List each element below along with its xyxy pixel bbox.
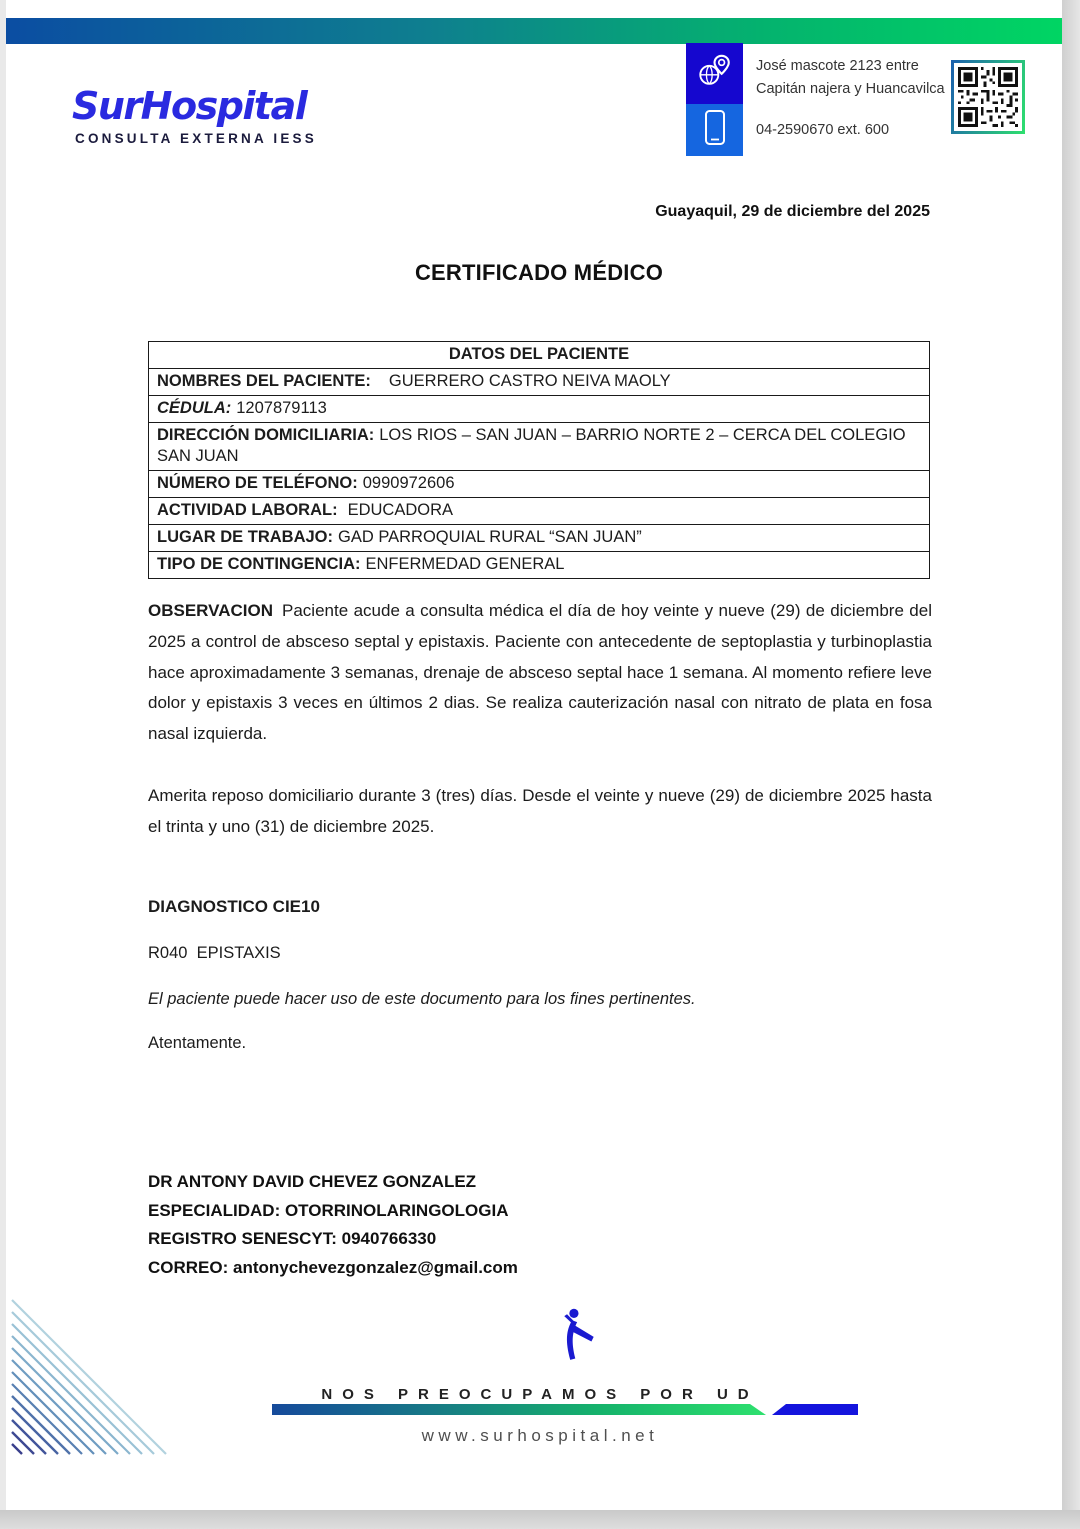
diagonal-lines-decoration — [8, 1296, 193, 1463]
header-gradient-bar — [6, 18, 1062, 44]
table-row-telefono — [149, 470, 929, 497]
page-edge-right — [1062, 0, 1080, 1529]
row-value: GUERRERO CASTRO NEIVA MAOLY — [388, 372, 671, 390]
diagnosis-code: R040 EPISTAXIS — [148, 944, 281, 962]
address-line1: José mascote 2123 entre — [756, 58, 919, 74]
smartphone-icon — [698, 108, 732, 153]
row-value: 1207879113 — [236, 399, 327, 417]
qr-code-pattern — [954, 63, 1022, 131]
rest-paragraph: Amerita reposo domiciliario durante 3 (tres) días. Desde el veinte y nueve (29) de diciembre 2025 hasta el trinta y uno (31) de diciembre 2025. — [148, 786, 932, 836]
closing-text: Atentamente. — [148, 1034, 247, 1052]
observation-label: OBSERVACION — [148, 601, 274, 620]
leaping-person-icon — [550, 1306, 596, 1369]
doctor-block — [148, 1168, 518, 1282]
row-value: LOS RIOS – SAN JUAN – BARRIO NORTE 2 – CERCA DEL COLEGIO SAN JUAN — [157, 426, 906, 465]
qr-code — [951, 60, 1025, 134]
observation-text: Paciente acude a consulta médica el día de hoy veinte y nueve (29) de diciembre del 2025 a control de absceso septal y epistaxis. Paciente con antecedente de septoplastia y turbinoplastia hace aproximadamente 3 semanas, drenaje de absceso septal hace 1 semana. Al momento refiere leve dolor y epistaxis 3 veces en últimos 2 dias. Se realiza cauterización nasal con nitrato de plata en fosa nasal izquierda. — [148, 601, 932, 744]
page-edge-bottom — [0, 1510, 1080, 1529]
footer-blue-bar — [772, 1404, 858, 1415]
footer-gradient-bar — [272, 1404, 766, 1415]
row-label: CÉDULA: — [157, 399, 232, 417]
row-value: GAD PARROQUIAL RURAL “SAN JUAN” — [338, 528, 642, 546]
table-row-actividad — [149, 497, 929, 524]
table-row-cedula — [149, 395, 929, 422]
logo-surhospital: SurHospital — [72, 84, 307, 128]
row-label: DIRECCIÓN DOMICILIARIA: — [157, 426, 375, 444]
table-row-nombres — [149, 368, 929, 395]
address-text — [756, 55, 945, 101]
row-value: 0990972606 — [362, 474, 455, 492]
row-value: ENFERMEDAD GENERAL — [365, 555, 565, 573]
phone-number: 04-2590670 ext. 600 — [756, 122, 890, 138]
patient-data-table — [148, 341, 930, 579]
page-title: CERTIFICADO MÉDICO — [414, 260, 664, 285]
observation-paragraph — [148, 596, 932, 750]
row-label: ACTIVIDAD LABORAL: — [157, 501, 338, 519]
footer-slogan: NOS PREOCUPAMOS POR UD — [321, 1386, 759, 1403]
table-row-trabajo — [149, 524, 929, 551]
table-row-direccion — [149, 422, 929, 470]
phone-icon-box — [686, 104, 743, 156]
doctor-registry: REGISTRO SENESCYT: 0940766330 — [148, 1229, 437, 1248]
diagnosis-title: DIAGNOSTICO CIE10 — [148, 897, 320, 916]
date-line: Guayaquil, 29 de diciembre del 2025 — [655, 203, 930, 220]
footer-website: www.surhospital.net — [421, 1426, 659, 1445]
row-label: LUGAR DE TRABAJO: — [157, 528, 333, 546]
location-globe-pin-icon — [696, 52, 734, 95]
page-edge-left — [0, 0, 6, 1529]
logo-tagline: CONSULTA EXTERNA IESS — [75, 131, 317, 146]
doctor-specialty: ESPECIALIDAD: OTORRINOLARINGOLOGIA — [148, 1200, 509, 1220]
doctor-email: CORREO: antonychevezgonzalez@gmail.com — [148, 1257, 518, 1277]
row-label: NOMBRES DEL PACIENTE: — [157, 372, 371, 390]
table-header: DATOS DEL PACIENTE — [448, 345, 630, 363]
row-label: NÚMERO DE TELÉFONO: — [157, 474, 358, 492]
location-icon-box — [686, 43, 743, 104]
address-line2: Capitán najera y Huancavilca — [756, 81, 945, 97]
pertinence-note: El paciente puede hacer uso de este documento para los fines pertinentes. — [148, 990, 696, 1008]
doctor-name: DR ANTONY DAVID CHEVEZ GONZALEZ — [148, 1172, 477, 1191]
row-value: EDUCADORA — [347, 501, 454, 519]
table-row-contingencia — [149, 551, 929, 578]
row-label: TIPO DE CONTINGENCIA: — [157, 555, 361, 573]
